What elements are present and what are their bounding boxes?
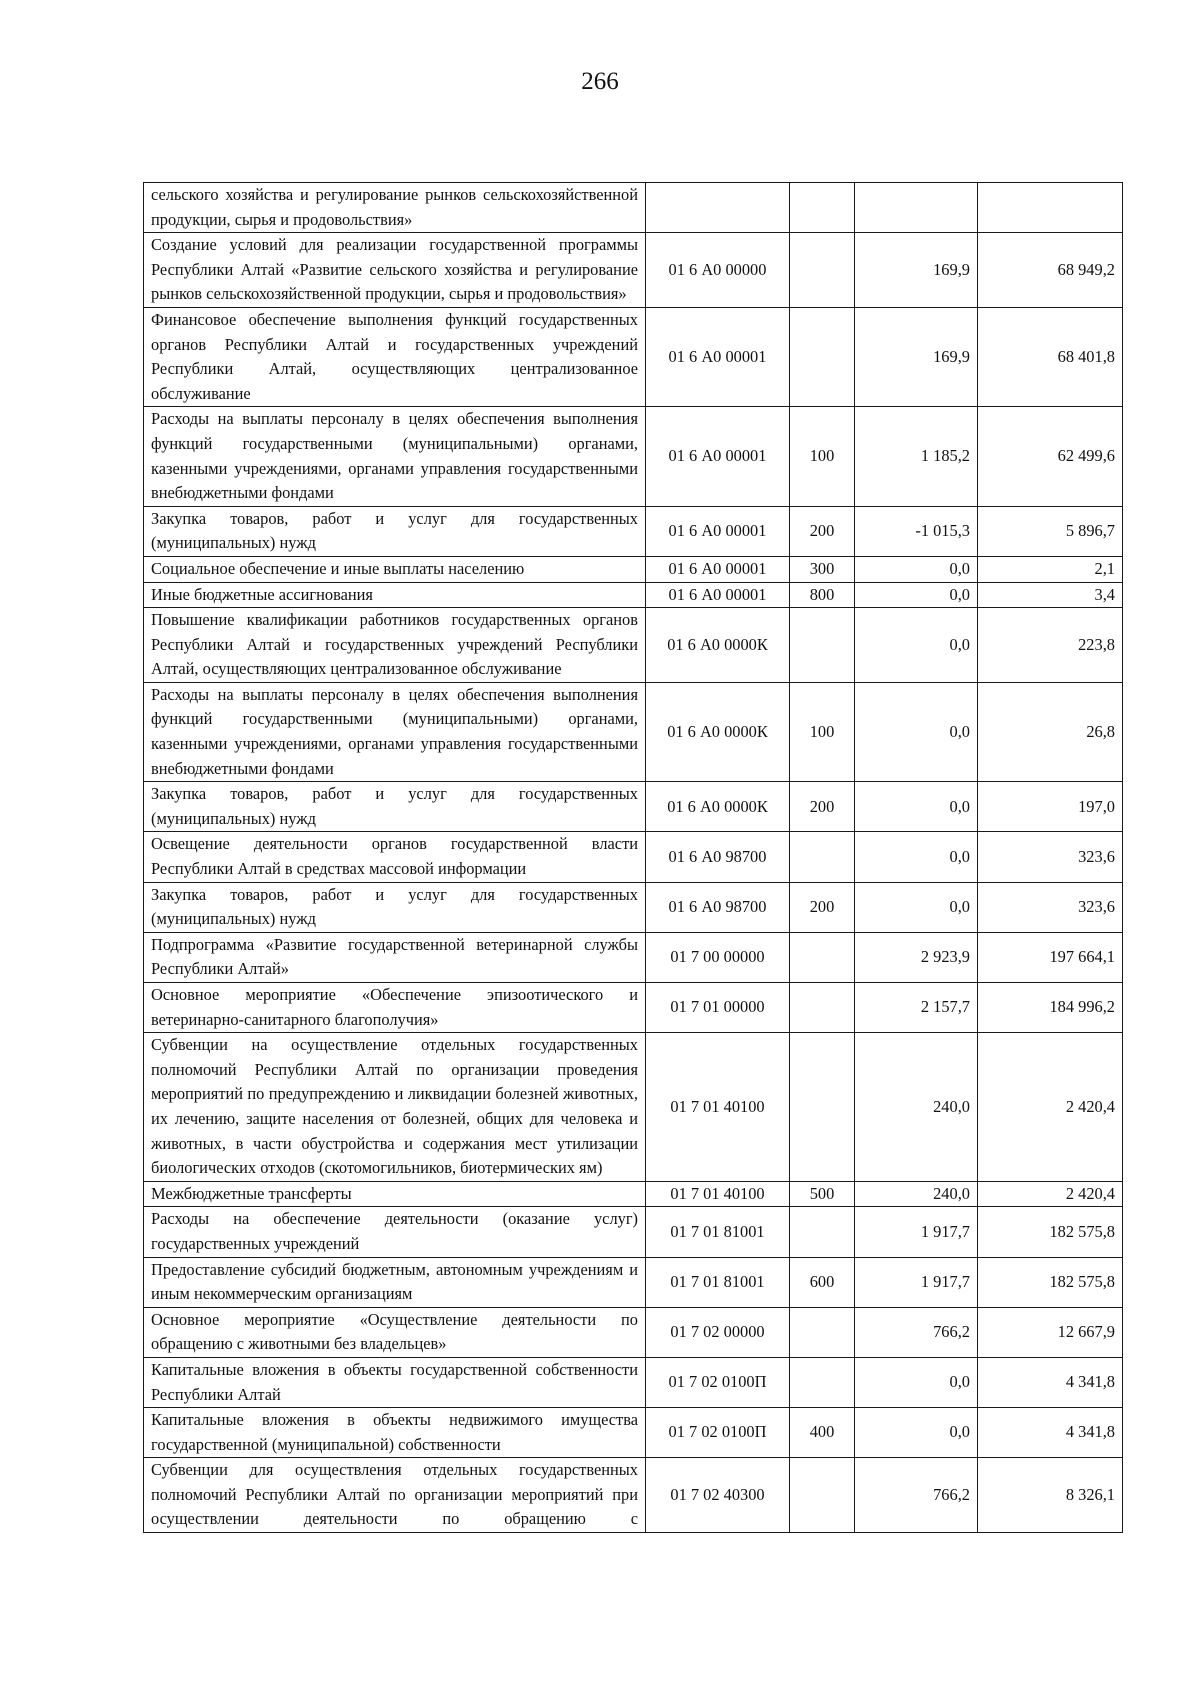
change-amount-cell [855,183,978,233]
table-row [144,506,1123,556]
change-amount-cell: 2 923,9 [855,932,978,982]
change-amount-cell: 169,9 [855,233,978,308]
change-amount-cell: 766,2 [855,1458,978,1533]
expense-name-cell: Предоставление субсидий бюджетным, автономным учреждениям и иным некоммерческим организациям [144,1257,646,1307]
table-row [144,682,1123,781]
target-code-cell: 01 6 А0 98700 [646,832,790,882]
total-amount-cell: 2 420,4 [978,1033,1123,1182]
change-amount-cell: 0,0 [855,582,978,608]
expense-type-cell: 500 [790,1181,855,1207]
expense-name-cell: Финансовое обеспечение выполнения функций государственных органов Республики Алтай и государственных учреждений Республики Алтай, осуществляющих централизованное обслуживание [144,307,646,406]
target-code-cell: 01 7 02 0100П [646,1357,790,1407]
change-amount-cell: 0,0 [855,1408,978,1458]
expense-name-cell: Создание условий для реализации государственной программы Республики Алтай «Развитие сельского хозяйства и регулирование рынков сельскохозяйственной продукции, сырья и продовольствия» [144,233,646,308]
expense-name-cell: Расходы на выплаты персоналу в целях обеспечения выполнения функций государственными (муниципальными) органами, казенными учреждениями, органами управления государственными внебюджетными фондами [144,407,646,506]
expense-type-cell [790,983,855,1033]
total-amount-cell: 197 664,1 [978,932,1123,982]
target-code-cell: 01 7 01 81001 [646,1257,790,1307]
change-amount-cell: 0,0 [855,556,978,582]
target-code-cell: 01 7 02 40300 [646,1458,790,1533]
expense-type-cell [790,1458,855,1533]
table-row [144,233,1123,308]
expense-type-cell [790,1033,855,1182]
total-amount-cell: 323,6 [978,882,1123,932]
table-row [144,1357,1123,1407]
expense-name-cell: Основное мероприятие «Осуществление деятельности по обращению с животными без владельцев» [144,1307,646,1357]
table-row [144,832,1123,882]
table-row [144,1181,1123,1207]
expense-name-cell: Межбюджетные трансферты [144,1181,646,1207]
expense-type-cell [790,233,855,308]
target-code-cell [646,183,790,233]
table-row [144,307,1123,406]
total-amount-cell: 184 996,2 [978,983,1123,1033]
total-amount-cell: 323,6 [978,832,1123,882]
target-code-cell: 01 6 А0 98700 [646,882,790,932]
change-amount-cell: 0,0 [855,782,978,832]
expense-name-cell: сельского хозяйства и регулирование рынков сельскохозяйственной продукции, сырья и продовольствия» [144,183,646,233]
expense-name-cell: Повышение квалификации работников государственных органов Республики Алтай и государственных учреждений Республики Алтай, осуществляющих централизованное обслуживание [144,608,646,683]
expense-name-cell: Субвенции на осуществление отдельных государственных полномочий Республики Алтай по организации проведения мероприятий по предупреждению и ликвидации болезней животных, их лечению, защите населения от болезней, общих для человека и животных, в части обустройства и содержания мест утилизации биологических отходов (скотомогильников, биотермических ям) [144,1033,646,1182]
total-amount-cell: 197,0 [978,782,1123,832]
target-code-cell: 01 6 А0 00000 [646,233,790,308]
table-row [144,582,1123,608]
target-code-cell: 01 6 А0 00001 [646,407,790,506]
expense-type-cell [790,608,855,683]
total-amount-cell: 62 499,6 [978,407,1123,506]
page-number: 266 [581,68,619,95]
change-amount-cell: -1 015,3 [855,506,978,556]
target-code-cell: 01 6 А0 0000К [646,682,790,781]
expense-name-cell: Закупка товаров, работ и услуг для государственных (муниципальных) нужд [144,782,646,832]
target-code-cell: 01 6 А0 00001 [646,556,790,582]
expense-name-cell: Освещение деятельности органов государственной власти Республики Алтай в средствах массовой информации [144,832,646,882]
table-row [144,1207,1123,1257]
expense-type-cell: 200 [790,506,855,556]
expense-type-cell [790,932,855,982]
expense-type-cell [790,1357,855,1407]
change-amount-cell: 2 157,7 [855,983,978,1033]
target-code-cell: 01 7 02 0100П [646,1408,790,1458]
total-amount-cell: 223,8 [978,608,1123,683]
expense-type-cell [790,307,855,406]
expense-name-cell: Расходы на выплаты персоналу в целях обеспечения выполнения функций государственными (муниципальными) органами, казенными учреждениями, органами управления государственными внебюджетными фондами [144,682,646,781]
table-row [144,183,1123,233]
total-amount-cell: 182 575,8 [978,1207,1123,1257]
change-amount-cell: 240,0 [855,1181,978,1207]
budget-table-body [144,183,1123,1533]
change-amount-cell: 0,0 [855,1357,978,1407]
expense-type-cell [790,183,855,233]
total-amount-cell: 4 341,8 [978,1408,1123,1458]
change-amount-cell: 169,9 [855,307,978,406]
table-row [144,782,1123,832]
table-row [144,1033,1123,1182]
expense-type-cell [790,832,855,882]
expense-type-cell: 300 [790,556,855,582]
table-row [144,983,1123,1033]
table-row [144,556,1123,582]
expense-type-cell: 600 [790,1257,855,1307]
change-amount-cell: 240,0 [855,1033,978,1182]
change-amount-cell: 0,0 [855,832,978,882]
change-amount-cell: 0,0 [855,682,978,781]
budget-table [143,182,1123,1533]
expense-type-cell: 100 [790,407,855,506]
target-code-cell: 01 7 01 00000 [646,983,790,1033]
total-amount-cell: 5 896,7 [978,506,1123,556]
total-amount-cell: 3,4 [978,582,1123,608]
expense-name-cell: Иные бюджетные ассигнования [144,582,646,608]
expense-type-cell: 800 [790,582,855,608]
target-code-cell: 01 6 А0 00001 [646,307,790,406]
expense-type-cell: 100 [790,682,855,781]
total-amount-cell: 2 420,4 [978,1181,1123,1207]
expense-name-cell: Расходы на обеспечение деятельности (оказание услуг) государственных учреждений [144,1207,646,1257]
expense-name-cell: Подпрограмма «Развитие государственной ветеринарной службы Республики Алтай» [144,932,646,982]
total-amount-cell: 2,1 [978,556,1123,582]
expense-type-cell: 200 [790,782,855,832]
total-amount-cell: 68 949,2 [978,233,1123,308]
expense-name-cell: Капитальные вложения в объекты государственной собственности Республики Алтай [144,1357,646,1407]
target-code-cell: 01 7 01 40100 [646,1033,790,1182]
target-code-cell: 01 7 00 00000 [646,932,790,982]
expense-type-cell: 200 [790,882,855,932]
change-amount-cell: 0,0 [855,608,978,683]
expense-name-cell: Основное мероприятие «Обеспечение эпизоотического и ветеринарно-санитарного благополучия» [144,983,646,1033]
expense-type-cell [790,1307,855,1357]
target-code-cell: 01 7 02 00000 [646,1307,790,1357]
total-amount-cell: 12 667,9 [978,1307,1123,1357]
table-row [144,1458,1123,1533]
expense-name-cell: Субвенции для осуществления отдельных государственных полномочий Республики Алтай по организации мероприятий при осуществлении деятельности по обращению с [144,1458,646,1533]
table-row [144,1257,1123,1307]
table-row [144,1307,1123,1357]
table-row [144,407,1123,506]
expense-name-cell: Социальное обеспечение и иные выплаты населению [144,556,646,582]
expense-type-cell: 400 [790,1408,855,1458]
change-amount-cell: 0,0 [855,882,978,932]
target-code-cell: 01 7 01 81001 [646,1207,790,1257]
change-amount-cell: 1 917,7 [855,1257,978,1307]
target-code-cell: 01 6 А0 00001 [646,582,790,608]
table-row [144,608,1123,683]
expense-name-cell: Закупка товаров, работ и услуг для государственных (муниципальных) нужд [144,882,646,932]
target-code-cell: 01 6 А0 00001 [646,506,790,556]
table-row [144,932,1123,982]
expense-name-cell: Закупка товаров, работ и услуг для государственных (муниципальных) нужд [144,506,646,556]
expense-name-cell: Капитальные вложения в объекты недвижимого имущества государственной (муниципальной) собственности [144,1408,646,1458]
total-amount-cell [978,183,1123,233]
total-amount-cell: 4 341,8 [978,1357,1123,1407]
total-amount-cell: 182 575,8 [978,1257,1123,1307]
target-code-cell: 01 6 А0 0000К [646,608,790,683]
target-code-cell: 01 7 01 40100 [646,1181,790,1207]
expense-type-cell [790,1207,855,1257]
total-amount-cell: 26,8 [978,682,1123,781]
total-amount-cell: 68 401,8 [978,307,1123,406]
change-amount-cell: 1 917,7 [855,1207,978,1257]
target-code-cell: 01 6 А0 0000К [646,782,790,832]
change-amount-cell: 766,2 [855,1307,978,1357]
total-amount-cell: 8 326,1 [978,1458,1123,1533]
change-amount-cell: 1 185,2 [855,407,978,506]
table-row [144,882,1123,932]
table-row [144,1408,1123,1458]
